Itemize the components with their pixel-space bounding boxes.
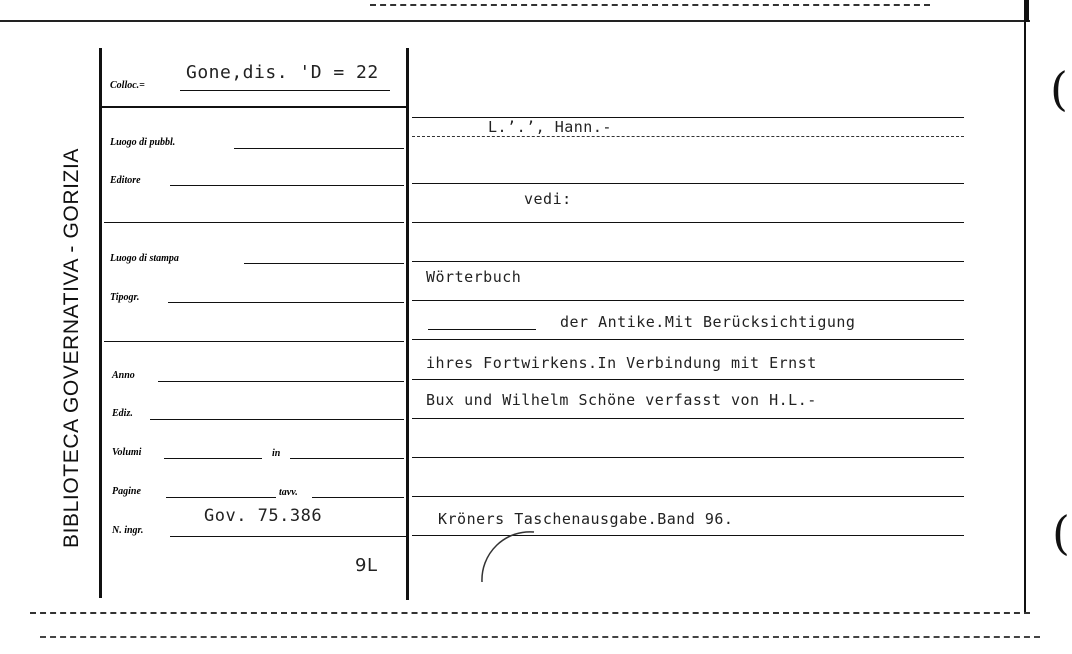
title-line-3: ihres Fortwirkens.In Verbindung mit Ernst: [426, 354, 817, 372]
tipogr-label: Tipogr.: [110, 292, 140, 303]
hole-mark-bottom: (: [1052, 506, 1070, 560]
tipogr-line-2: [104, 341, 404, 342]
top-scan-edge: [0, 20, 1030, 22]
editore-line-2: [104, 222, 404, 223]
volumi-line: [164, 458, 262, 459]
in-label: in: [272, 448, 281, 459]
library-vertical-title: BIBLIOTECA GOVERNATIVA - GORIZIA: [60, 148, 83, 548]
entry-line-4: [412, 222, 964, 223]
bottom-scan-edge: [30, 612, 1030, 614]
entry-line-2: [412, 136, 964, 137]
n-ingr-label: N. ingr.: [112, 525, 144, 536]
in-line: [290, 458, 404, 459]
editore-line: [170, 185, 404, 186]
n-ingr-line: [170, 536, 406, 537]
hole-mark-top: (: [1050, 62, 1068, 116]
luogo-stampa-line: [244, 263, 404, 264]
author-heading: L.’.’, Hann.-: [488, 118, 612, 136]
entry-line-8: [412, 379, 964, 380]
title-line-4: Bux und Wilhelm Schöne verfasst von H.L.-: [426, 391, 817, 409]
luogo-pubbl-label: Luogo di pubbl.: [110, 137, 176, 148]
anno-label: Anno: [112, 370, 135, 381]
pagine-label: Pagine: [112, 486, 141, 497]
see-reference: vedi:: [524, 190, 572, 208]
title-lead-line: [428, 329, 536, 330]
colloc-box-bottom: [99, 106, 409, 108]
tavv-line: [312, 497, 404, 498]
entry-line-7: [412, 339, 964, 340]
entry-line-9: [412, 418, 964, 419]
colloc-label: Colloc.=: [110, 80, 145, 91]
volumi-label: Volumi: [112, 447, 142, 458]
tavv-label: tavv.: [279, 487, 298, 498]
stamp-arc: [474, 524, 554, 588]
anno-line: [158, 381, 404, 382]
entry-line-6: [412, 300, 964, 301]
title-line-2: der Antike.Mit Berücksichtigung: [560, 313, 856, 331]
handwritten-number: 9L: [355, 555, 378, 576]
middle-rule: [406, 48, 409, 600]
left-rule: [99, 48, 102, 598]
entry-line-3: [412, 183, 964, 184]
inventory-number: Gov. 75.386: [204, 506, 323, 526]
entry-line-10: [412, 457, 964, 458]
entry-line-11: [412, 496, 964, 497]
title-line-1: Wörterbuch: [426, 268, 522, 286]
editore-label: Editore: [110, 175, 141, 186]
ediz-line: [150, 419, 404, 420]
top-right-tick: [1025, 0, 1029, 22]
luogo-pubbl-line: [234, 148, 404, 149]
colloc-underline: [180, 90, 390, 91]
entry-line-5: [412, 261, 964, 262]
top-dotted-edge: [370, 4, 930, 6]
pagine-line: [166, 497, 276, 498]
ediz-label: Ediz.: [112, 408, 133, 419]
right-card-edge: [1024, 0, 1026, 612]
collocation-value: Gone,dis. 'D = 22: [186, 62, 379, 83]
tipogr-line: [168, 302, 404, 303]
series-note: Kröners Taschenausgabe.Band 96.: [438, 510, 734, 528]
bottom-dotted-edge: [40, 636, 1040, 638]
luogo-stampa-label: Luogo di stampa: [110, 253, 179, 264]
